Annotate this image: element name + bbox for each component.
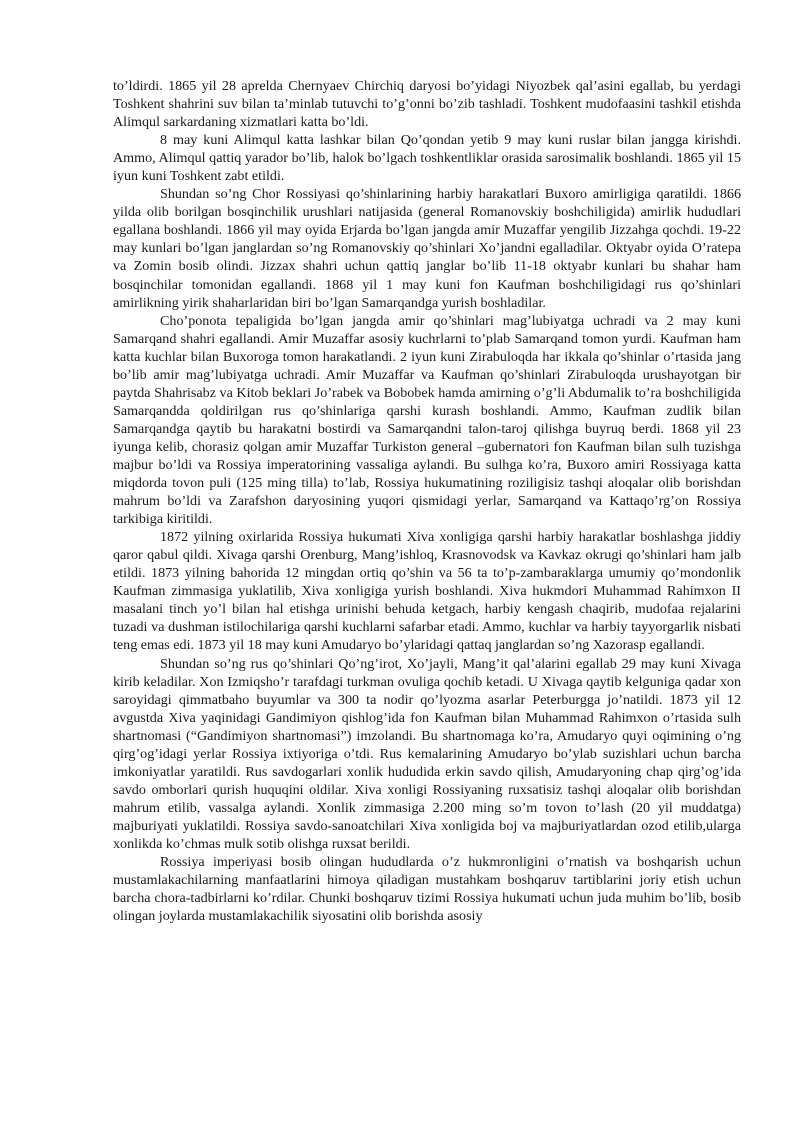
paragraph-4: Cho’ponota tepaligida bo’lgan jangda amir qo’shinlari mag’lubiyatga uchradi va 2 may kuni Samarqand shahri egallandi. Amir Muzaffar asosiy kuchrlarni to’plab Samarqand tomon yurdi. Kaufman ham katta kuchlar bilan Buxoroga tomon harakatlandi. 2 iyun kuni Zirabuloqda har ikkala qo’shinlar o’rtasida jang bo’lib amir mag’lubiyatga uchradi. Amir Muzaffar va Kaufman qo’shinlari Zirabuloqda urushayotgan bir paytda Shahrisabz va Kitob beklari Jo’rabek va Bobobek hamda amirning o’g’li Abdumalik to’ra boshchiligida Samarqandda qoldirilgan rus qo’shinlariga qarshi kurash boshlandi. Ammo, Kaufman zudlik bilan Samarqandga qaytib bu harakatni bostirdi va Samarqandni talon-taroj qilishga buyruq berdi. 1868 yil 23 iyunga kelib, chorasiz qolgan amir Muzaffar Turkiston general –gubernatori fon Kaufman bilan sulh tuzishga majbur bo’ldi va Rossiya imperatorining vassaliga aylandi. Bu sulhga ko’ra, Buxoro amiri Rossiyaga katta miqdorda tovon puli (125 ming tilla) to’lab, Rossiya hukumatining roziligisiz tashqi aloqalar olib borishdan mahrum bo’ldi va Zarafshon daryosining yuqori qismidagi yerlar, Samarqand va Kattaqo’rg’on Rossiya tarkibiga kiritildi. xyxy=(113,312,741,528)
paragraph-3: Shundan so’ng Chor Rossiyasi qo’shinlarining harbiy harakatlari Buxoro amirligiga qaratildi. 1866 yilda olib borilgan bosqinchilik urushlari natijasida (general Romanovskiy boshchiligida) amirlik hududlari egallana boshlandi. 1866 yil may oyida Erjarda bo’lgan jangda amir Muzaffar yengilib Jizzahga qochdi. 19-22 may kunlari bo’lgan janglardan so’ng Romanovskiy qo’shinlari Xo’jandni egalladilar. Oktyabr oyida O’ratepa va Zomin bosib olindi. Jizzax shahri uchun qattiq janglar bo’lib 11-18 oktyabr kunlari bu shahar ham bosqinchilar tomonidan egallandi. 1868 yil 1 may kuni fon Kaufman boshchiligidagi rus qo’shinlari amirlikning yirik shaharlaridan biri bo’lgan Samarqandga yurish boshladilar. xyxy=(113,186,741,311)
paragraph-1: to’ldirdi. 1865 yil 28 aprelda Chernyaev Chirchiq daryosi bo’yidagi Niyozbek qal’asini egallab, bu yerdagi Toshkent shahrini suv bilan ta’minlab tutuvchi to’g’onni bo’zib tashladi. Toshkent mudofaasini tashkil etishda Alimqul sarkardaning xizmatlari katta bo’ldi. xyxy=(113,78,741,131)
document-page xyxy=(113,77,741,925)
paragraph-7: Rossiya imperiyasi bosib olingan hududlarda o’z hukmronligini o’rnatish va boshqarish uchun mustamlakachilarning manfaatlarini himoya qiladigan mustahkam boshqaruv tartiblarini joriy etish uchun barcha chora-tadbirlarni ko’rdilar. Chunki boshqaruv tizimi Rossiya hukumati uchun juda muhim bo’lib, bosib olingan joylarda mustamlakachilik siyosatini olib borishda asosiy xyxy=(113,854,741,925)
paragraph-6: Shundan so’ng rus qo’shinlari Qo’ng’irot, Xo’jayli, Mang’it qal’alarini egallab 29 may kuni Xivaga kirib keladilar. Xon Izmiqsho’r tarafdagi turkman ovuliga qochib ketadi. U Xivaga qaytib kelguniga qadar xon saroyidagi qimmatbaho buyumlar va 300 ta nodir qo’lyozma asarlar Peterburgga jo’natildi. 1873 yil 12 avgustda Xiva yaqinidagi Gandimiyon qishlog’ida fon Kaufman bilan Muhammad Rahimxon o’rtasida sulh shartnomasi (“Gandimiyon shartnomasi”) imzolandi. Bu shartnomaga ko’ra, Amudaryo quyi oqimining o’ng qirg’og’idagi yerlar Rossiya ixtiyoriga o’tdi. Rus kemalarining Amudaryo bo’ylab suzishlari uchun barcha imkoniyatlar yaratildi. Rus savdogarlari xonlik hududida erkin savdo qilish, Amudaryoning chap qirg’og’ida savdo omborlari qurish huquqini oldilar. Xiva xonligi Rossiyaning ruxsatisiz tashqi aloqalar olib borishdan mahrum etilib, vassalga aylandi. Xonlik zimmasiga 2.200 ming so’m tovon to’lash (20 yil muddatga) majburiyati yuklatildi. Rossiya savdo-sanoatchilari Xiva xonligida boj va majburiyatlardan ozod etilib,ularga xonlikda ko’chmas mulk sotib olishga ruxsat berildi. xyxy=(113,655,741,852)
paragraph-2: 8 may kuni Alimqul katta lashkar bilan Qo’qondan yetib 9 may kuni ruslar bilan jangga kirishdi. Ammo, Alimqul qattiq yarador bo’lib, halok bo’lgach toshkentliklar orasida sarosimalik boshlandi. 1865 yil 15 iyun kuni Toshkent zabt etildi. xyxy=(113,132,741,185)
paragraph-5: 1872 yilning oxirlarida Rossiya hukumati Xiva xonligiga qarshi harbiy harakatlar boshlashga jiddiy qaror qabul qildi. Xivaga qarshi Orenburg, Mang’ishloq, Krasnovodsk va Kavkaz okrugi qo’shinlari ham jalb etildi. 1873 yilning bahorida 12 mingdan ortiq qo’shin va 56 ta to’p-zambaraklarga umumiy qo’mondonlik Kaufman zimmasiga yuklatilib, Xiva xonligiga yurish boshlandi. Xiva hukmdori Muhammad Rahimxon II masalani tinch yo’l bilan hal etishga urinishi behuda ketgach, harbiy kengash chaqirib, mudofaa rejalarini tuzadi va dushman istilochilariga qarshi kuchlarni safarbar etadi. Ammo, kuchlar va harbiy tayyorgarlik nisbati teng emas edi. 1873 yil 18 may kuni Amudaryo bo’ylaridagi qattaq janglardan so’ng Xazorasp egallandi. xyxy=(113,529,741,654)
